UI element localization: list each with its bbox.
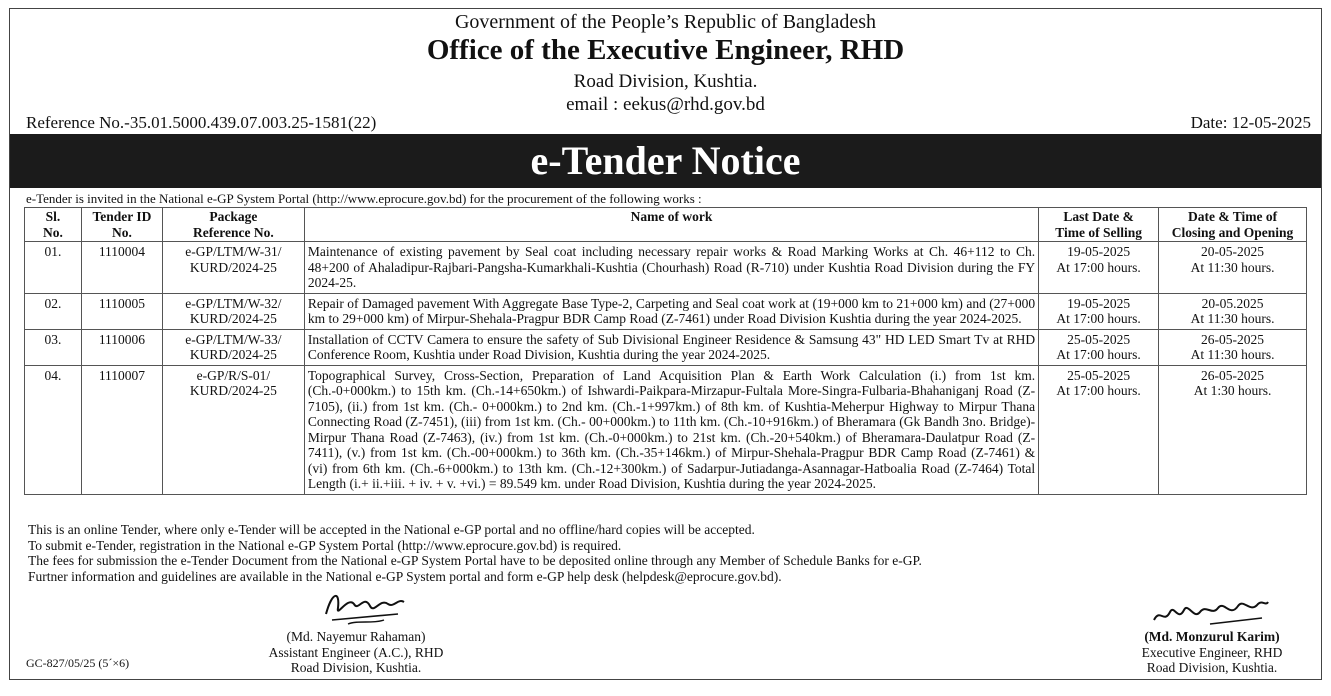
cell-opening: 26-05-2025 At 11:30 hours. [1159,329,1307,365]
executive-engineer-signature [1150,594,1270,628]
note-line: To submit e-Tender, registration in the National e-GP System Portal (http://www.eprocure.gov.bd) is required. [28,537,622,553]
cell-sl: 01. [25,242,82,294]
signatory-title: Executive Engineer, RHD [1141,644,1283,660]
cell-opening: 20-05.2025 At 11:30 hours. [1159,293,1307,329]
signatory-office: Road Division, Kushtia. [290,660,422,675]
assistant-engineer-signature [318,584,408,628]
signatory-name: (Md. Nayemur Rahaman) [286,629,426,644]
cell-selling: 25-05-2025 At 17:00 hours. [1039,329,1159,365]
tender-notice-page [9,8,1322,680]
col-header-tender-id: Tender ID No. [81,208,162,242]
government-heading: Government of the People’s Republic of Bangladesh [454,11,876,33]
cell-sl: 04. [25,365,82,494]
table-row [25,365,1307,494]
table-header-row [25,208,1307,242]
col-header-opening: Date & Time of Closing and Opening [1159,208,1307,242]
cell-work: Maintenance of existing pavement by Seal coat including necessary repair works & Road Marking Works at Ch. 46+112 to Ch. 48+200 of Ahaladipur-Rajbari-Pangsha-Kumarkhali-Kushtia (Chourhash) Road (R-710) under Kushtia Road Division during the FY 2024-25. [304,242,1038,294]
col-header-selling: Last Date & Time of Selling [1039,208,1159,242]
notice-title-banner: e-Tender Notice [10,134,1321,188]
cell-work: Installation of CCTV Camera to ensure the safety of Sub Divisional Engineer Residence & Samsung 43" HD LED Smart Tv at RHD Conference Room, Kushtia under Road Division, Kushtia during the year 2024-2025. [304,329,1038,365]
cell-opening: 26-05-2025 At 1:30 hours. [1159,365,1307,494]
cell-package: e-GP/R/S-01/ KURD/2024-25 [162,365,304,494]
cell-tender-id: 1110006 [81,329,162,365]
cell-opening: 20-05-2025 At 11:30 hours. [1159,242,1307,294]
cell-package: e-GP/LTM/W-31/ KURD/2024-25 [162,242,304,294]
note-line: This is an online Tender, where only e-Tender will be accepted in the National e-GP portal and no offline/hard copies will be accepted. [28,522,755,537]
cell-tender-id: 1110004 [81,242,162,294]
cell-selling: 19-05-2025 At 17:00 hours. [1039,293,1159,329]
tender-table [24,207,1307,495]
signatory-name: (Md. Monzurul Karim) [1144,629,1280,644]
office-heading: Office of the Executive Engineer, RHD [426,34,905,66]
col-header-package: Package Reference No. [162,208,304,242]
table-row [25,293,1307,329]
division-heading: Road Division, Kushtia. [573,71,758,92]
note-line: Furtner information and guidelines are available in the National e-GP System portal and form e-GP help desk (helpdesk@eprocure.gov.bd). [28,568,782,584]
table-row [25,242,1307,294]
cell-sl: 03. [25,329,82,365]
cell-work: Topographical Survey, Cross-Section, Preparation of Land Acquisition Plan & Earth Work Calculation (i.) from 1st km. (Ch.-0+000km.) to 15th km. (Ch.-14+650km.) of Ishwardi-Paikpara-Mirzapur-Fultala More-Singra-Fulbaria-Bhahaniganj Road (Z-7105), (ii.) from 1st km. (Ch.- 0+000km.) to 2nd km. (Ch.-1+997km.) of 8th km. of Kushtia-Meherpur Highway to Mirpur Thana Connecting Road (Z-7451), (iii) from 1st km. (Ch.- 00+000km.) to 11th km. (Ch.-10+916km.) of Bheramara (Gk Bandh 3no. Bridge)-Mirpur Thana Road (Z-7463), (iv.) from 1st km. (Ch.-0+000km.) to 21st km. (Ch.-20+540km.) of Bheramara-Daulatpur Road (Z-7411), (v.) from 1st km. (Ch.-00+000km.) to 36th km. (Ch.-35+146km.) of Mirpur-Shehala-Pragpur BDR Camp Road (Z-7461) & (vi) from 6th km. (Ch.-6+000km.) to 13th km. (Ch.-12+300km.) of Sadarpur-Jutiadanga-Asannagar-Hatboalia Road (Z-7464) Total Length (i.+ ii.+iii. + iv. + v. +vi.) = 89.549 km. under Road Division, Kushtia during the year 2024-2025. [304,365,1038,494]
col-header-sl: Sl. No. [25,208,82,242]
col-header-name-of-work: Name of work [304,208,1038,242]
cell-package: e-GP/LTM/W-33/ KURD/2024-25 [162,329,304,365]
intro-text: e-Tender is invited in the National e-GP System Portal (http://www.eprocure.gov.bd) for the procurement of the following works : [26,191,702,206]
cell-work: Repair of Damaged pavement With Aggregate Base Type-2, Carpeting and Seal coat work at (19+000 km to 21+000 km) and (27+000 km to 29+000 km) of Mirpur-Shehala-Pragpur BDR Camp Road (Z-7461) under Road Division Kushtia during the year 2024-2025. [304,293,1038,329]
office-email: email : eekus@rhd.gov.bd [566,94,765,115]
cell-package: e-GP/LTM/W-32/ KURD/2024-25 [162,293,304,329]
assistant-engineer-block [238,629,474,676]
reference-number: Reference No.-35.01.5000.439.07.003.25-1581(22) [26,113,377,132]
cell-tender-id: 1110007 [81,365,162,494]
table-row [25,329,1307,365]
footer-code: GC-827/05/25 (5´×6) [26,656,130,670]
signatory-office: Road Division, Kushtia. [1146,660,1278,675]
signatory-title: Assistant Engineer (A.C.), RHD [268,644,444,660]
cell-selling: 25-05-2025 At 17:00 hours. [1039,365,1159,494]
notes-block [28,522,922,584]
notice-date: Date: 12-05-2025 [1190,113,1311,132]
executive-engineer-block [1114,629,1310,676]
note-line: The fees for submission the e-Tender Document from the National e-GP System Portal have to be deposited online through any Member of Schedule Banks for e-GP. [28,553,922,568]
cell-tender-id: 1110005 [81,293,162,329]
cell-sl: 02. [25,293,82,329]
cell-selling: 19-05-2025 At 17:00 hours. [1039,242,1159,294]
